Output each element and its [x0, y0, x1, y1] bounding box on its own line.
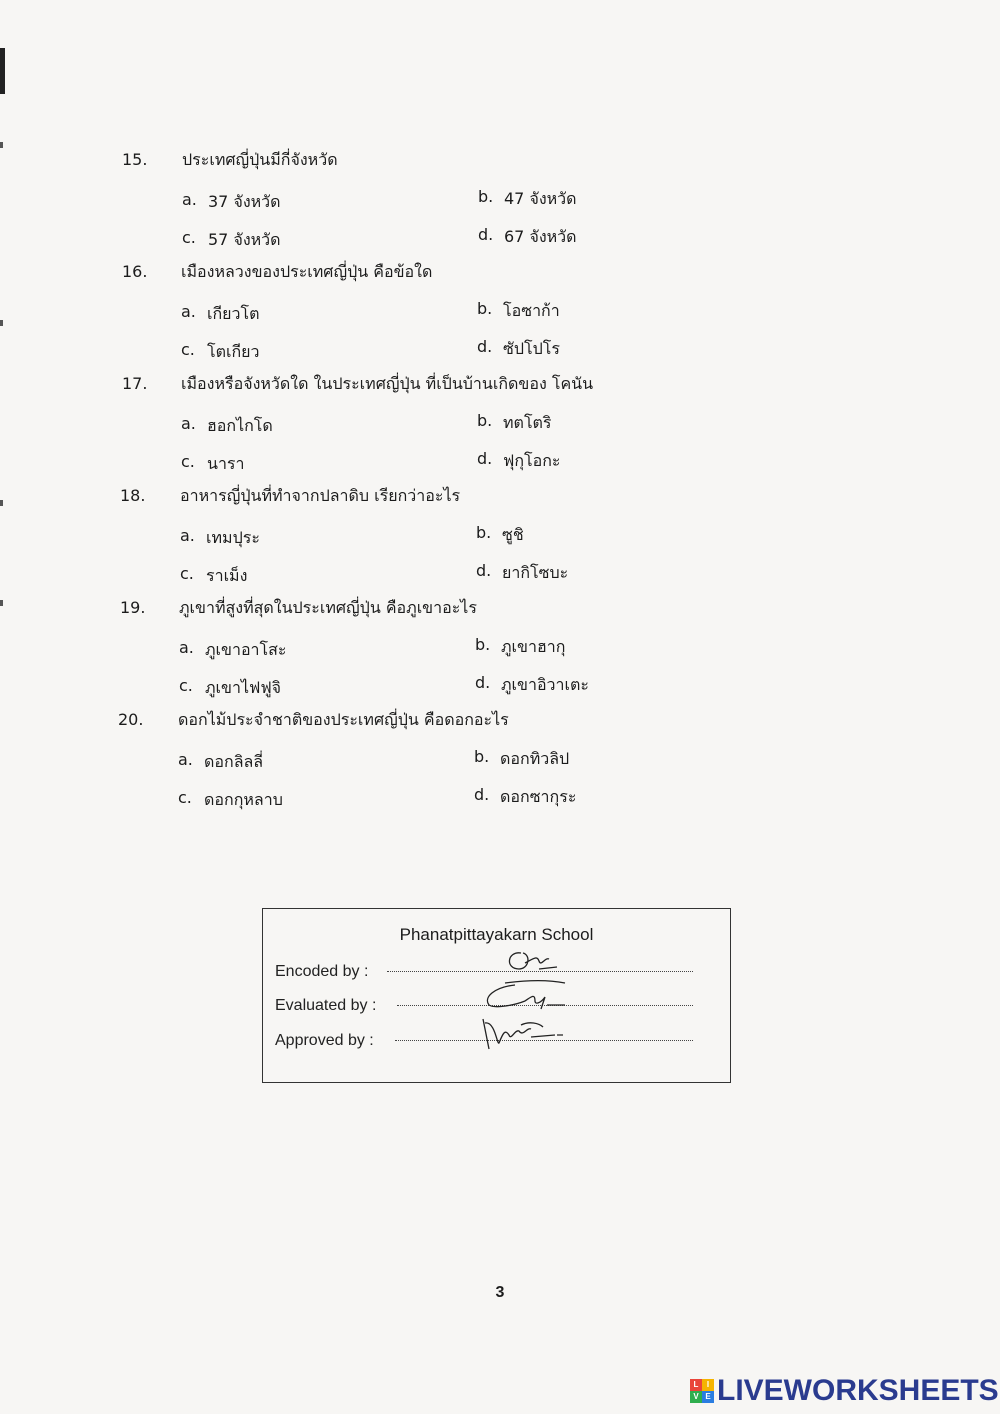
option-letter: b. [475, 635, 491, 654]
question-text: เมืองหลวงของประเทศญี่ปุ่น คือข้อใด [181, 262, 433, 281]
question-number: 16. [122, 262, 148, 281]
option-text: ภูเขาอาโสะ [205, 640, 287, 659]
question-text: เมืองหรือจังหวัดใด ในประเทศญี่ปุ่น ที่เป็นบ้านเกิดของ โคนัน [181, 374, 594, 393]
option-letter: d. [477, 449, 493, 468]
option-letter: c. [179, 676, 193, 695]
option-text: 37 จังหวัด [208, 192, 281, 211]
option-text: โอซาก้า [503, 301, 560, 320]
option-text: ฟุกุโอกะ [503, 451, 561, 470]
option-text: ดอกลิลลี่ [204, 752, 264, 771]
option-letter: b. [474, 747, 490, 766]
question-number: 15. [122, 150, 148, 169]
option-letter: b. [477, 299, 493, 318]
option-letter: c. [182, 228, 196, 247]
option-letter: c. [180, 564, 194, 583]
option-letter: d. [476, 561, 492, 580]
liveworksheets-brand [690, 1374, 999, 1408]
option-letter: c. [181, 452, 195, 471]
encoded-by-label: Encoded by : [275, 963, 369, 980]
question-number: 19. [120, 598, 146, 617]
option-text: เกียวโต [207, 304, 260, 323]
question-number: 18. [120, 486, 146, 505]
option-text: 57 จังหวัด [208, 230, 281, 249]
option-letter: b. [476, 523, 492, 542]
option-text: ดอกกุหลาบ [204, 790, 283, 809]
question-number: 20. [118, 710, 144, 729]
approved-signature [475, 1015, 575, 1055]
scan-edge-mark [0, 48, 5, 94]
scan-edge-dot [0, 600, 3, 606]
approval-box [262, 908, 731, 1083]
option-text: ภูเขาไฟฟูจิ [205, 678, 282, 697]
logo-tile: I [702, 1379, 714, 1391]
question-text: ดอกไม้ประจำชาติของประเทศญี่ปุ่น คือดอกอะไร [178, 710, 509, 729]
evaluated-signature [475, 975, 575, 1015]
option-letter: a. [181, 414, 196, 433]
scan-edge-dot [0, 500, 3, 506]
logo-tile: L [690, 1379, 702, 1391]
question-text: ประเทศญี่ปุ่นมีกี่จังหวัด [182, 150, 338, 169]
option-letter: a. [180, 526, 195, 545]
option-text: ดอกทิวลิป [500, 749, 570, 768]
option-text: ซูชิ [502, 525, 524, 544]
option-text: โตเกียว [207, 342, 260, 361]
option-letter: d. [475, 673, 491, 692]
liveworksheets-name: LIVEWORKSHEETS [717, 1374, 999, 1407]
option-letter: c. [181, 340, 195, 359]
option-text: ซัปโปโร [503, 339, 560, 358]
liveworksheets-logo-icon [690, 1379, 714, 1403]
option-letter: d. [477, 337, 493, 356]
encoded-signature [499, 943, 569, 977]
school-name: Phanatpittayakarn School [399, 925, 594, 944]
option-text: ภูเขาอิวาเตะ [501, 675, 589, 694]
option-letter: b. [477, 411, 493, 430]
logo-tile: V [690, 1391, 702, 1403]
approved-by-label: Approved by : [275, 1032, 374, 1049]
option-text: ดอกซากุระ [500, 787, 577, 806]
page-number: 3 [495, 1284, 505, 1301]
option-letter: d. [474, 785, 490, 804]
option-text: เทมปุระ [206, 528, 260, 547]
question-text: ภูเขาที่สูงที่สุดในประเทศญี่ปุ่น คือภูเขาอะไร [179, 598, 477, 617]
option-letter: a. [178, 750, 193, 769]
option-text: 67 จังหวัด [504, 227, 577, 246]
question-text: อาหารญี่ปุ่นที่ทำจากปลาดิบ เรียกว่าอะไร [180, 486, 461, 505]
option-text: ยากิโซบะ [502, 563, 569, 582]
logo-tile: E [702, 1391, 714, 1403]
option-text: ภูเขาฮากุ [501, 637, 566, 656]
question-number: 17. [122, 374, 148, 393]
option-letter: a. [181, 302, 196, 321]
option-text: 47 จังหวัด [504, 189, 577, 208]
option-letter: d. [478, 225, 494, 244]
option-text: นารา [207, 454, 245, 473]
option-text: ราเม็ง [206, 566, 248, 585]
option-text: ฮอกไกโด [207, 416, 273, 435]
option-letter: a. [179, 638, 194, 657]
scan-edge-dot [0, 320, 3, 326]
scan-edge-dot [0, 142, 3, 148]
option-letter: b. [478, 187, 494, 206]
option-letter: a. [182, 190, 197, 209]
option-letter: c. [178, 788, 192, 807]
evaluated-by-label: Evaluated by : [275, 997, 377, 1014]
option-text: ทตโตริ [503, 413, 552, 432]
